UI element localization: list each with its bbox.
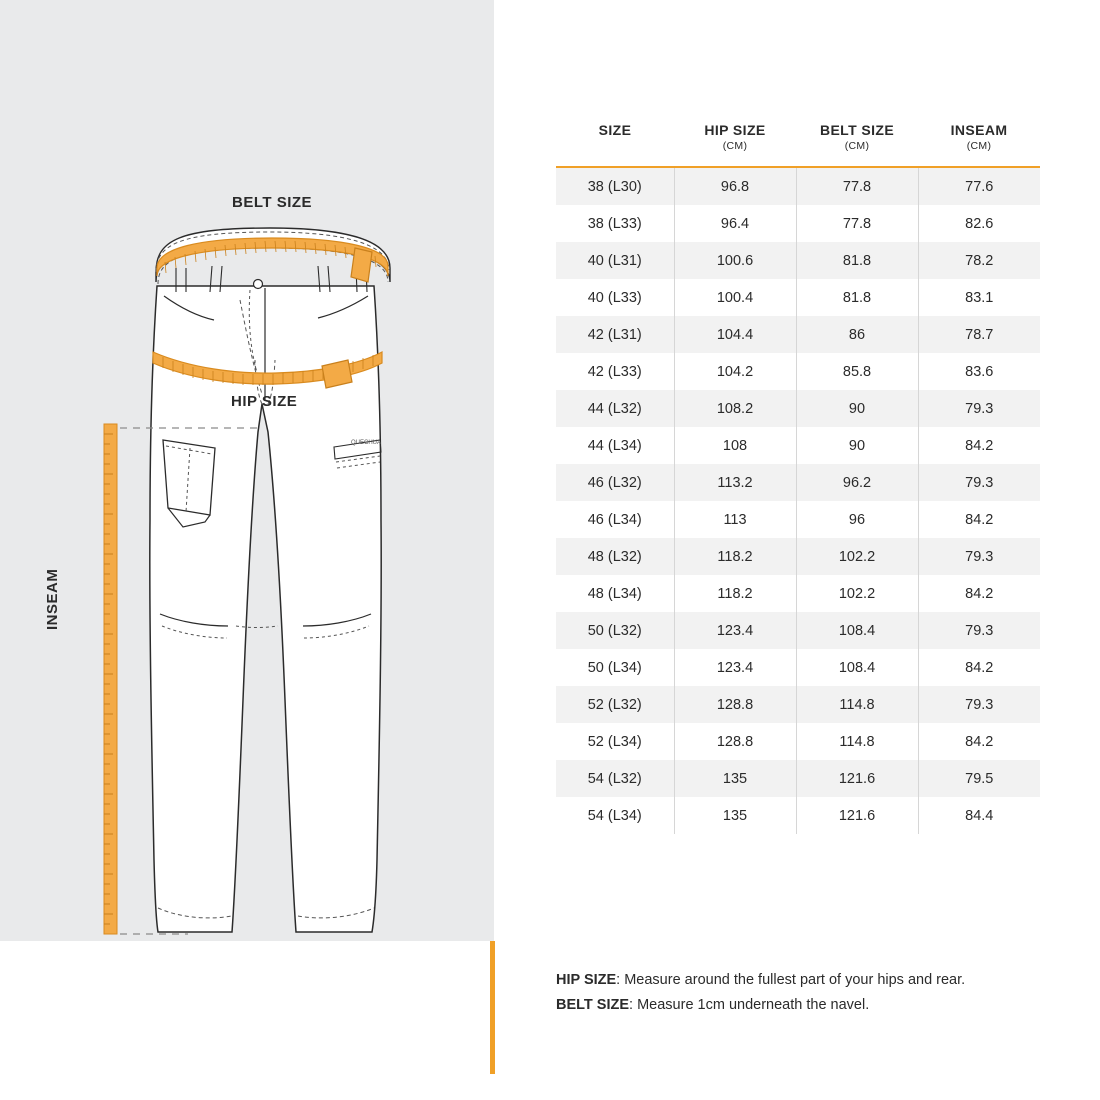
measurement-notes [556,968,1076,1019]
table-cell: 81.8 [796,242,918,279]
column-header-hip-size-unit: (CM) [722,140,748,152]
pants-illustration [0,0,494,941]
table-cell: 79.3 [918,538,1040,575]
table-cell: 54 (L34) [556,797,674,834]
table-cell: 78.2 [918,242,1040,279]
table-row [556,242,1040,279]
table-cell: 84.2 [918,723,1040,760]
table-row [556,723,1040,760]
table-cell: 123.4 [674,612,796,649]
table-cell: 90 [796,390,918,427]
table-cell: 78.7 [918,316,1040,353]
table-cell: 100.6 [674,242,796,279]
note-belt-size-term: BELT SIZE [556,997,630,1014]
illustration-panel [0,0,494,941]
table-body [556,167,1040,834]
table-cell: 52 (L34) [556,723,674,760]
table-cell: 42 (L33) [556,353,674,390]
table-cell: 108 [674,427,796,464]
table-cell: 79.3 [918,464,1040,501]
table-row [556,612,1040,649]
table-cell: 84.2 [918,501,1040,538]
table-cell: 44 (L32) [556,390,674,427]
table-cell: 108.4 [796,649,918,686]
table-cell: 48 (L32) [556,538,674,575]
belt-size-label: BELT SIZE [232,194,313,211]
table-cell: 50 (L32) [556,612,674,649]
belt-size-tape [157,238,388,282]
column-header-belt-size [796,118,918,167]
button-icon [254,280,263,289]
table-header [556,118,1040,167]
table-cell: 81.8 [796,279,918,316]
table-cell: 79.5 [918,760,1040,797]
table-row [556,390,1040,427]
table-row [556,167,1040,205]
column-header-hip-size-title: HIP SIZE [704,122,766,138]
accent-bar [490,941,495,1074]
table-cell: 118.2 [674,538,796,575]
table-cell: 82.6 [918,205,1040,242]
table-cell: 113.2 [674,464,796,501]
table-cell: 79.3 [918,686,1040,723]
table-cell: 42 (L31) [556,316,674,353]
table-cell: 114.8 [796,686,918,723]
column-header-belt-size-title: BELT SIZE [819,122,895,138]
table-cell: 40 (L33) [556,279,674,316]
column-header-inseam-unit: (CM) [966,140,992,152]
table-row [556,353,1040,390]
table-cell: 102.2 [796,538,918,575]
table-row [556,538,1040,575]
table-cell: 104.2 [674,353,796,390]
table-row [556,686,1040,723]
table-cell: 77.6 [918,167,1040,205]
table-cell: 79.3 [918,612,1040,649]
table-cell: 113 [674,501,796,538]
column-header-belt-size-unit: (CM) [844,140,870,152]
table-cell: 100.4 [674,279,796,316]
table-row [556,279,1040,316]
table-cell: 84.2 [918,427,1040,464]
table-cell: 54 (L32) [556,760,674,797]
table-cell: 96.4 [674,205,796,242]
column-header-inseam [918,118,1040,167]
column-header-size [556,118,674,167]
column-header-size-title: SIZE [598,122,632,138]
table-cell: 77.8 [796,167,918,205]
table-cell: 84.2 [918,575,1040,612]
table-cell: 84.4 [918,797,1040,834]
table-row [556,575,1040,612]
note-hip-size-text: : Measure around the fullest part of your hips and rear. [616,972,966,988]
note-hip-size-term: HIP SIZE [556,972,617,988]
table-cell: 121.6 [796,797,918,834]
table-row [556,427,1040,464]
table-cell: 96 [796,501,918,538]
note-belt-size [556,993,1076,1018]
table-cell: 108.4 [796,612,918,649]
table-cell: 50 (L34) [556,649,674,686]
table-panel [520,0,1100,1100]
table-row [556,205,1040,242]
table-cell: 135 [674,797,796,834]
column-header-inseam-title: INSEAM [950,122,1008,138]
table-cell: 52 (L32) [556,686,674,723]
table-cell: 79.3 [918,390,1040,427]
table-row [556,649,1040,686]
table-cell: 128.8 [674,723,796,760]
table-cell: 96.8 [674,167,796,205]
table-row [556,316,1040,353]
table-cell: 86 [796,316,918,353]
table-row [556,760,1040,797]
table-cell: 104.4 [674,316,796,353]
brand-text: QUECHUA [351,440,382,446]
inseam-label: INSEAM [44,568,61,630]
table-cell: 114.8 [796,723,918,760]
table-cell: 85.8 [796,353,918,390]
table-cell: 108.2 [674,390,796,427]
table-cell: 102.2 [796,575,918,612]
table-cell: 46 (L32) [556,464,674,501]
table-cell: 38 (L30) [556,167,674,205]
table-cell: 90 [796,427,918,464]
column-header-hip-size [674,118,796,167]
table-row [556,797,1040,834]
table-cell: 83.6 [918,353,1040,390]
table-cell: 48 (L34) [556,575,674,612]
table-row [556,464,1040,501]
table-cell: 135 [674,760,796,797]
table-header-row [556,118,1040,167]
table-cell: 40 (L31) [556,242,674,279]
size-chart-table [556,118,1040,834]
table-cell: 44 (L34) [556,427,674,464]
table-row [556,501,1040,538]
table-cell: 96.2 [796,464,918,501]
table-cell: 84.2 [918,649,1040,686]
table-cell: 38 (L33) [556,205,674,242]
table-cell: 128.8 [674,686,796,723]
table-cell: 121.6 [796,760,918,797]
note-belt-size-text: : Measure 1cm underneath the navel. [629,997,870,1014]
note-hip-size [556,968,1076,993]
hip-size-label: HIP SIZE [231,393,298,410]
table-cell: 46 (L34) [556,501,674,538]
table-cell: 83.1 [918,279,1040,316]
table-cell: 77.8 [796,205,918,242]
table-cell: 123.4 [674,649,796,686]
table-cell: 118.2 [674,575,796,612]
